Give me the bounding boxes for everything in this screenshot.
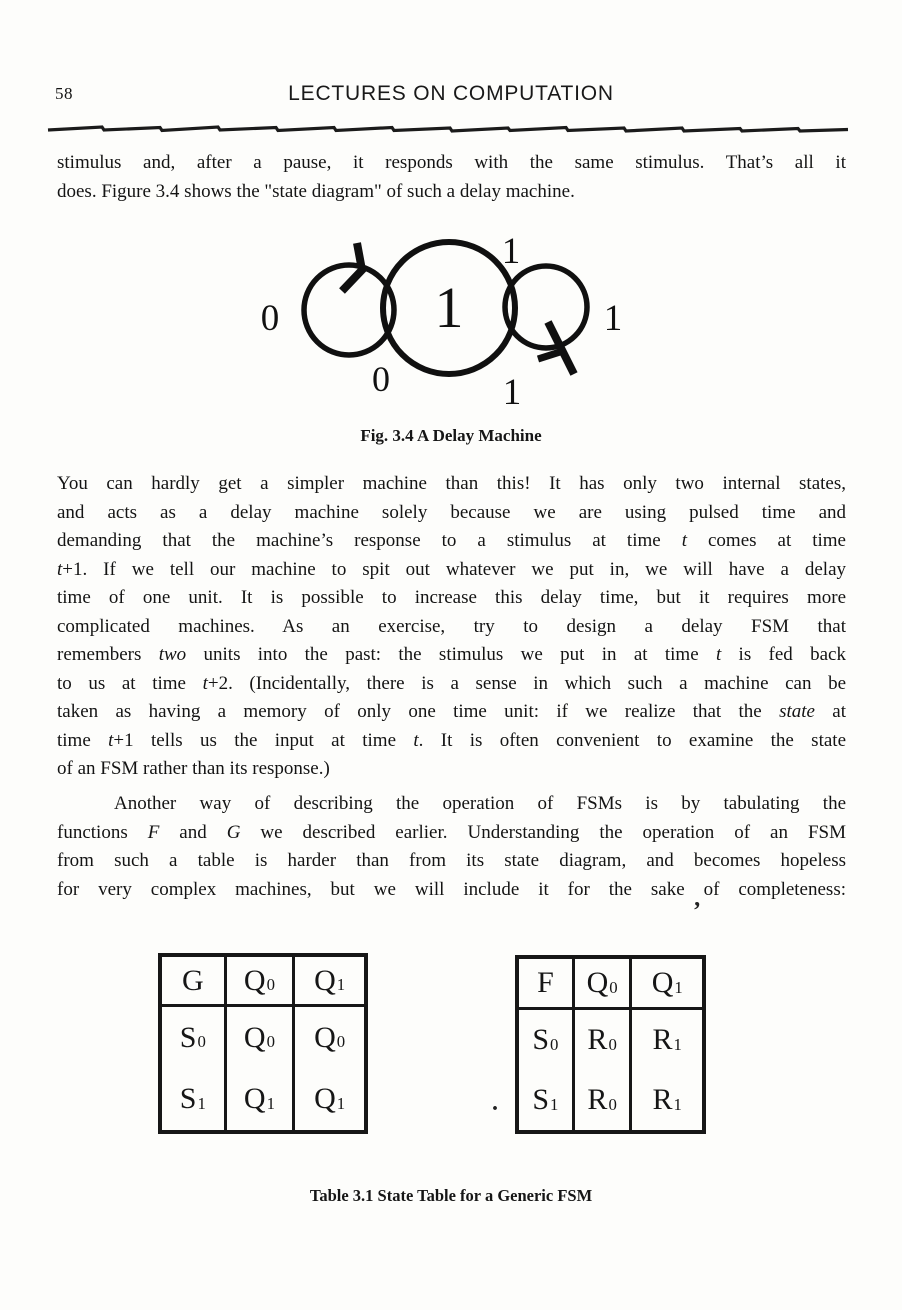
text-line: stimulus and, after a pause, it responds with the same stimulus. That’s all it (57, 152, 846, 173)
figure-caption: Fig. 3.4 A Delay Machine (360, 426, 542, 445)
text-line: and acts as a delay machine solely because we are using pulsed time and (57, 501, 846, 523)
paragraph-body (57, 790, 846, 904)
input-label-right: 1 (603, 298, 623, 339)
arrowhead-right-tick-icon (538, 352, 560, 359)
table-cell: S $_1$ (162, 1069, 227, 1131)
state-diagram (255, 228, 635, 410)
input-label-left: 0 (260, 298, 280, 339)
table-cell: Q $_0$ (314, 1020, 346, 1054)
table-cell: R $_0$ (575, 1070, 633, 1130)
header-rule (46, 121, 852, 137)
text-line: from such a table is harder than from its state diagram, and becomes hopeless (57, 850, 846, 871)
table-cell: G (162, 957, 227, 1007)
text-line: time of one unit. It is possible to increase this delay time, but it requires more (57, 587, 846, 608)
input-label-top-right: 1 (501, 231, 521, 272)
table-cell: Q $_0$ (227, 1007, 296, 1069)
page-number: 58 (55, 84, 73, 103)
table-cell: Q $_0$ (575, 959, 633, 1010)
input-label-bottom-right: 1 (502, 372, 522, 410)
text-line: functions F and G we described earlier. Understanding the operation of an FSM (57, 821, 846, 843)
table-cell: Q $_1$ (314, 1082, 346, 1116)
text-line: for very complex machines, but we will include it for the sake of completeness: (57, 878, 846, 900)
scan-artifact: ’ (693, 898, 701, 924)
state-table-g (158, 953, 368, 1134)
table-caption: Table 3.1 State Table for a Generic FSM (309, 1186, 593, 1205)
text-line: Another way of describing the operation of FSMs is by tabulating the (114, 793, 846, 814)
state-label: 1 (434, 275, 464, 340)
text-line: taken as having a memory of only one time unit: if we realize that the state at (57, 701, 846, 722)
table-cell: S $_0$ (162, 1007, 227, 1069)
table-cell: S $_0$ (519, 1010, 575, 1070)
text-line: You can hardly get a simpler machine than this! It has only two internal states, (57, 473, 846, 494)
scan-artifact: . (492, 1090, 498, 1116)
table-cell: Q $_1$ (227, 1069, 296, 1131)
text-line: does. Figure 3.4 shows the "state diagram" of such a delay machine. (57, 181, 575, 202)
text-line: demanding that the machine’s response to a stimulus at time t comes at time (57, 530, 846, 551)
table-cell: R $_1$ (652, 1023, 682, 1056)
rule-stroke (48, 127, 848, 131)
text-line: t+1. If we tell our machine to spit out whatever we put in, we will have a delay (57, 558, 846, 580)
text-line: time t+1 tells us the input at time t. It is often convenient to examine the state (57, 729, 846, 751)
text-line: to us at time t+2. (Incidentally, there is a sense in which such a machine can be (57, 672, 847, 694)
table-cell: Q $_0$ (227, 957, 296, 1007)
text-line: complicated machines. As an exercise, try to design a delay FSM that (57, 615, 846, 637)
table-cell: Q $_1$ (295, 957, 364, 1007)
state-table-f (515, 955, 706, 1134)
text-line: of an FSM rather than its response.) (57, 758, 330, 779)
paragraph-body (57, 470, 846, 784)
table-cell: R $_0$ (575, 1010, 633, 1070)
running-head: LECTURES ON COMPUTATION (288, 82, 614, 105)
table-cell: Q $_1$ (632, 959, 702, 1010)
paragraph-intro (57, 148, 846, 206)
table-cell: S $_1$ (519, 1070, 575, 1130)
input-label-bottom-left: 0 (372, 359, 390, 399)
table-cell: F (519, 959, 575, 1010)
text-line: remembers two units into the past: the stimulus we put in at time t is fed back (57, 644, 846, 665)
table-cell: R $_1$ (652, 1083, 682, 1116)
